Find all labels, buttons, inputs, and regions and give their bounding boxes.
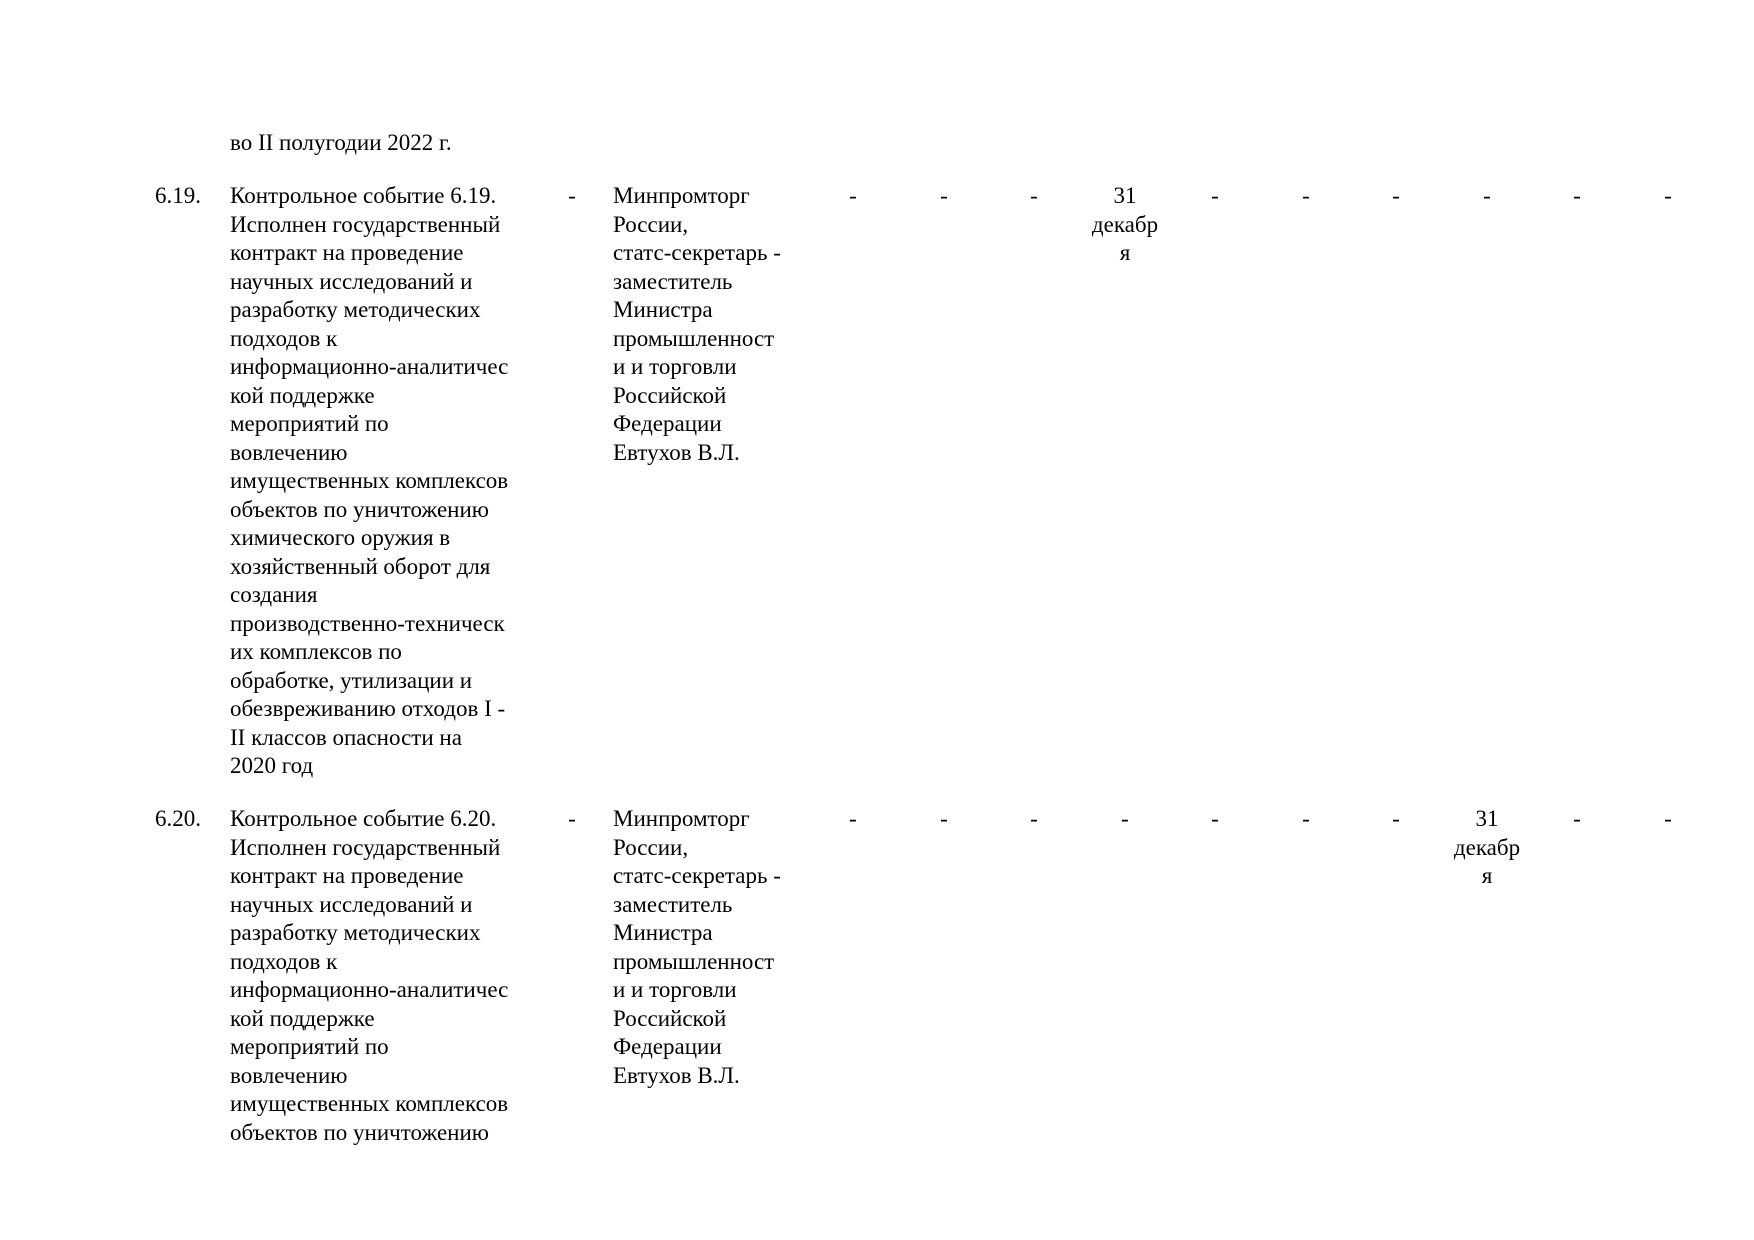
period-cell: - — [940, 806, 948, 831]
period-cell: - — [1483, 183, 1491, 208]
row-number: 6.20. — [155, 806, 201, 831]
responsible-executor: Минпромторг России, статс-секретарь - заместитель Министра промышленност и и торговли Российской Федерации Евтухов В.Л. — [613, 806, 781, 1088]
period-cell: - — [1211, 183, 1219, 208]
period-cell: - — [1030, 183, 1038, 208]
empty-value-cell: - — [568, 183, 576, 208]
period-cell: - — [1302, 806, 1310, 831]
period-cell: - — [849, 183, 857, 208]
period-cell: - — [1392, 806, 1400, 831]
period-cell: - — [940, 183, 948, 208]
event-description: Контрольное событие 6.20. Исполнен государственный контракт на проведение научных исследований и разработку методических подходов к информационно-аналитичес кой поддержке мероприятий по вовлечению имущественных комплексов объектов по уничтожению — [230, 806, 509, 1145]
empty-value-cell: - — [568, 806, 576, 831]
period-cell: - — [1573, 183, 1581, 208]
period-cell: - — [1030, 806, 1038, 831]
period-cell: - — [1664, 183, 1672, 208]
period-cell-deadline: 31 декабр я — [1091, 183, 1159, 265]
row-number: 6.19. — [155, 183, 201, 208]
period-cell: - — [849, 806, 857, 831]
period-cell: - — [1211, 806, 1219, 831]
period-cell-deadline: 31 декабр я — [1453, 806, 1521, 888]
period-cell: - — [1392, 183, 1400, 208]
period-cell: - — [1664, 806, 1672, 831]
period-cell: - — [1573, 806, 1581, 831]
period-cell: - — [1302, 183, 1310, 208]
responsible-executor: Минпромторг России, статс-секретарь - заместитель Министра промышленност и и торговли Российской Федерации Евтухов В.Л. — [613, 183, 781, 465]
period-cell: - — [1121, 806, 1129, 831]
continuation-text: во II полугодии 2022 г. — [230, 130, 452, 155]
event-description: Контрольное событие 6.19. Исполнен государственный контракт на проведение научных исследований и разработку методических подходов к информационно-аналитичес кой поддержке мероприятий по вовлечению имущественных комплексов объектов по уничтожению химического оружия в хозяйственный оборот для создания производственно-техническ их комплексов по обработке, утилизации и обезвреживанию отходов I - II классов опасности на 2020 год — [230, 183, 509, 778]
